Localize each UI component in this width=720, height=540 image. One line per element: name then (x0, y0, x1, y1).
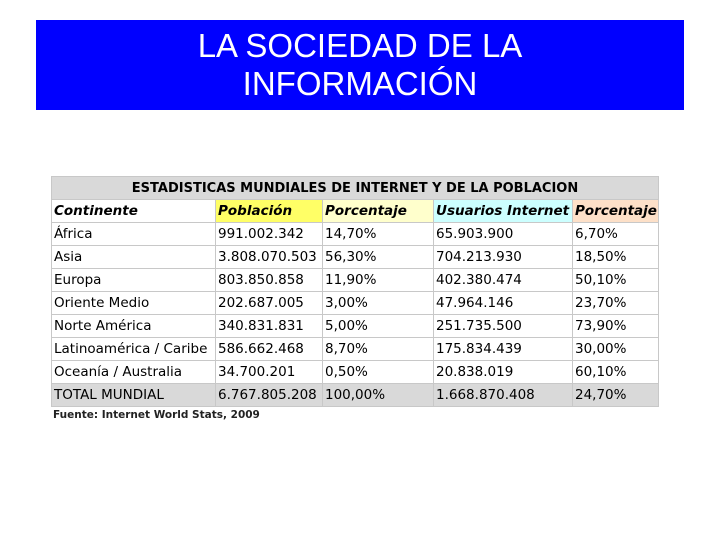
cell-usuarios-internet: 251.735.500 (434, 315, 573, 338)
cell-porcentaje-poblacion: 8,70% (323, 338, 434, 361)
cell-porcentaje-poblacion: 56,30% (323, 246, 434, 269)
cell-porcentaje-poblacion: 11,90% (323, 269, 434, 292)
slide-title-banner (36, 20, 684, 110)
table-header-row (52, 200, 659, 223)
cell-usuarios-internet: 704.213.930 (434, 246, 573, 269)
cell-poblacion: 586.662.468 (216, 338, 323, 361)
header-porcentaje-poblacion: Porcentaje (323, 200, 434, 223)
cell-poblacion: 202.687.005 (216, 292, 323, 315)
statistics-table (51, 176, 659, 407)
cell-porcentaje-poblacion: 5,00% (323, 315, 434, 338)
cell-usuarios-internet: 175.834.439 (434, 338, 573, 361)
cell-usuarios-internet: 65.903.900 (434, 223, 573, 246)
cell-porcentaje-usuarios: 23,70% (573, 292, 659, 315)
table-row (52, 292, 659, 315)
table-caption-row (52, 177, 659, 200)
table-row (52, 338, 659, 361)
statistics-table-image (51, 176, 658, 421)
header-poblacion: Población (216, 200, 323, 223)
cell-porcentaje-poblacion: 0,50% (323, 361, 434, 384)
total-porcentaje-poblacion: 100,00% (323, 384, 434, 407)
slide-title-line-2: INFORMACIÓN (242, 65, 478, 102)
cell-porcentaje-poblacion: 3,00% (323, 292, 434, 315)
table-caption: ESTADISTICAS MUNDIALES DE INTERNET Y DE LA POBLACION (52, 177, 659, 200)
cell-usuarios-internet: 20.838.019 (434, 361, 573, 384)
cell-porcentaje-usuarios: 18,50% (573, 246, 659, 269)
total-porcentaje-usuarios: 24,70% (573, 384, 659, 407)
cell-poblacion: 803.850.858 (216, 269, 323, 292)
cell-poblacion: 3.808.070.503 (216, 246, 323, 269)
cell-continente: Latinoamérica / Caribe (52, 338, 216, 361)
table-source-note: Fuente: Internet World Stats, 2009 (53, 409, 260, 421)
header-usuarios-internet: Usuarios Internet (434, 200, 573, 223)
slide-title-line-1: LA SOCIEDAD DE LA (197, 27, 523, 64)
total-label: TOTAL MUNDIAL (52, 384, 216, 407)
cell-poblacion: 340.831.831 (216, 315, 323, 338)
cell-continente: África (52, 223, 216, 246)
cell-porcentaje-usuarios: 50,10% (573, 269, 659, 292)
total-usuarios-internet: 1.668.870.408 (434, 384, 573, 407)
cell-porcentaje-usuarios: 30,00% (573, 338, 659, 361)
cell-continente: Europa (52, 269, 216, 292)
cell-continente: Oriente Medio (52, 292, 216, 315)
cell-usuarios-internet: 47.964.146 (434, 292, 573, 315)
header-continente: Continente (52, 200, 216, 223)
cell-porcentaje-usuarios: 60,10% (573, 361, 659, 384)
cell-porcentaje-poblacion: 14,70% (323, 223, 434, 246)
header-porcentaje-usuarios: Porcentaje (573, 200, 659, 223)
cell-usuarios-internet: 402.380.474 (434, 269, 573, 292)
table-row (52, 315, 659, 338)
cell-porcentaje-usuarios: 73,90% (573, 315, 659, 338)
table-row (52, 361, 659, 384)
slide-title (198, 27, 523, 103)
cell-continente: Norte América (52, 315, 216, 338)
table-row (52, 223, 659, 246)
cell-porcentaje-usuarios: 6,70% (573, 223, 659, 246)
table-row (52, 269, 659, 292)
cell-poblacion: 34.700.201 (216, 361, 323, 384)
table-total-row (52, 384, 659, 407)
cell-poblacion: 991.002.342 (216, 223, 323, 246)
table-row (52, 246, 659, 269)
total-poblacion: 6.767.805.208 (216, 384, 323, 407)
cell-continente: Asia (52, 246, 216, 269)
cell-continente: Oceanía / Australia (52, 361, 216, 384)
